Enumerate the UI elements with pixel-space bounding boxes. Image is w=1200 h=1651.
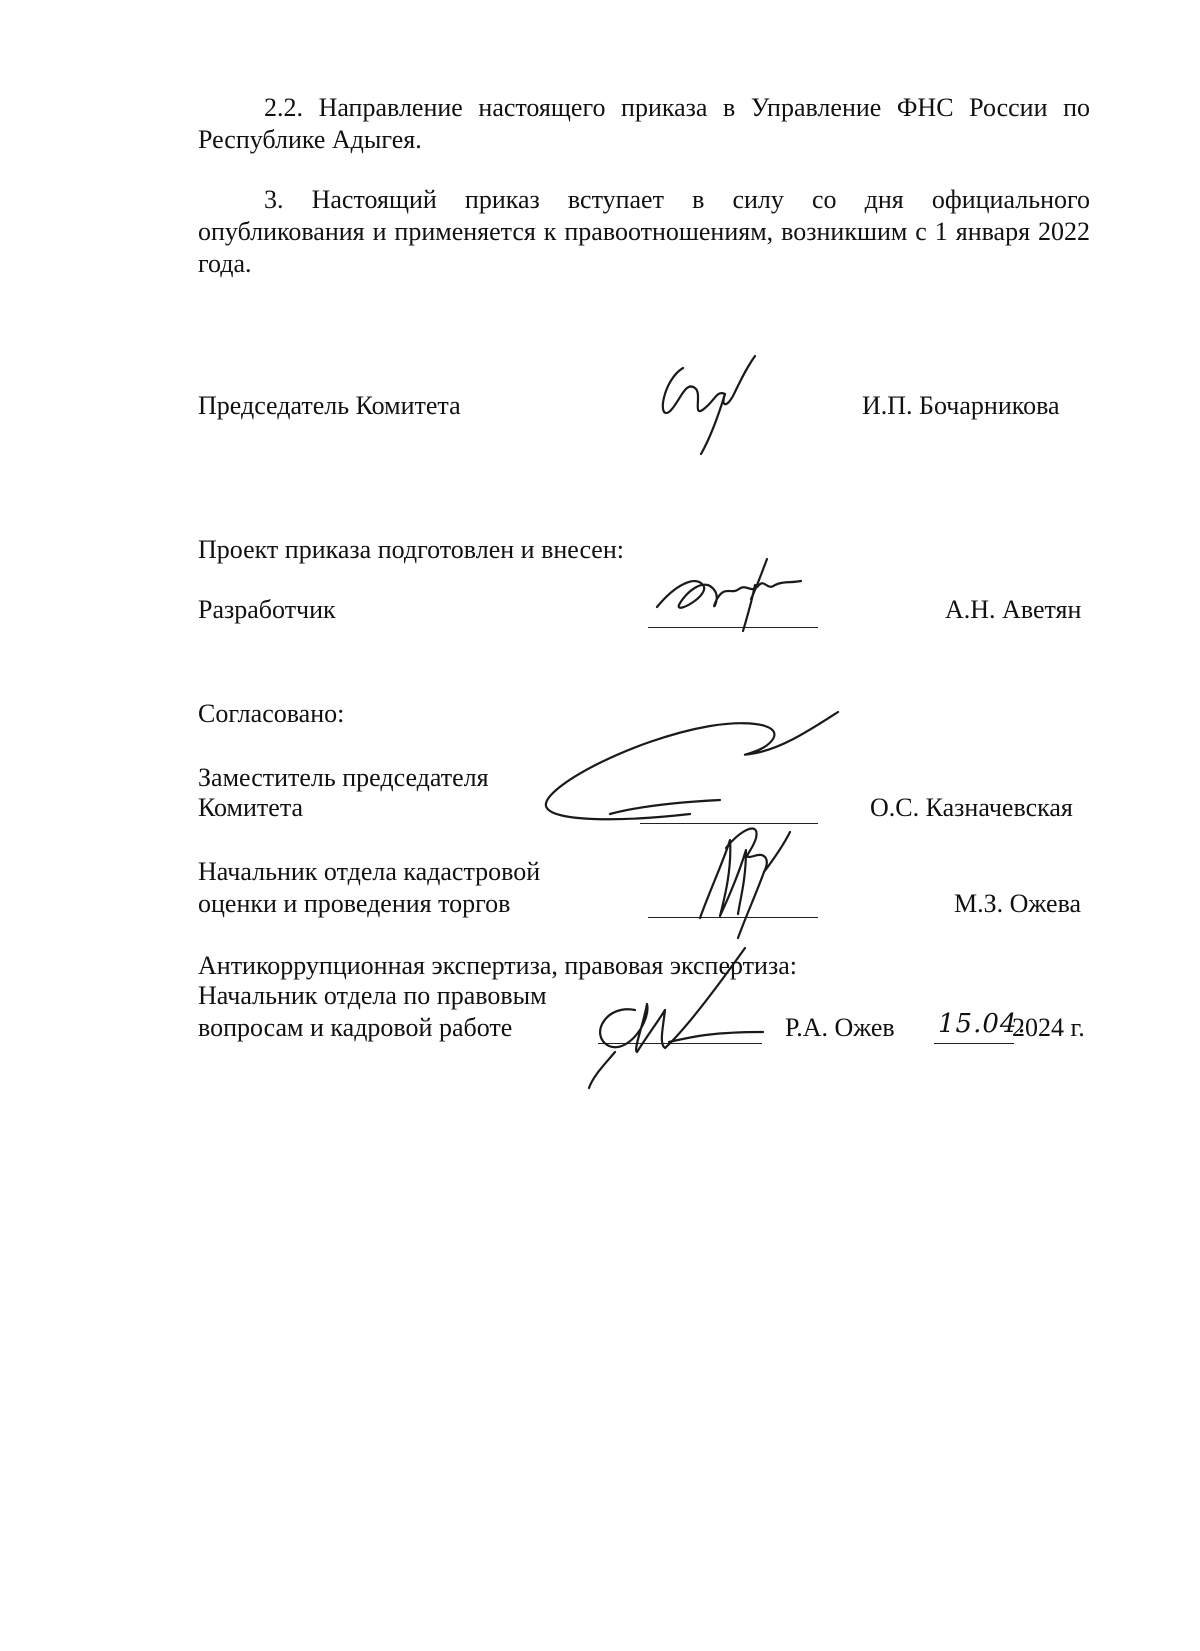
chairman-title: Председатель Комитета xyxy=(198,391,461,420)
cadastral-title-line2: оценки и проведения торгов xyxy=(198,889,511,918)
legal-title-line2: вопросам и кадровой работе xyxy=(198,1013,513,1042)
cadastral-title-line1: Начальник отдела кадастровой xyxy=(198,857,541,886)
developer-name: А.Н. Аветян xyxy=(945,595,1082,624)
developer-signature xyxy=(655,555,805,635)
cadastral-signature xyxy=(680,820,800,940)
date-handwritten: 15.04. xyxy=(938,1009,1027,1039)
deputy-title-line2: Комитета xyxy=(198,793,304,822)
legal-title-line1: Начальник отдела по правовым xyxy=(198,981,547,1010)
deputy-name: О.С. Казначевская xyxy=(870,793,1073,822)
date-line xyxy=(934,1043,1014,1044)
chairman-signature xyxy=(655,350,765,460)
agreed-heading: Согласовано: xyxy=(198,699,345,728)
cadastral-name: М.З. Ожева xyxy=(954,889,1082,918)
legal-name: Р.А. Ожев xyxy=(785,1013,895,1042)
date-year: 2024 г. xyxy=(1012,1013,1085,1042)
developer-role: Разработчик xyxy=(198,595,336,624)
deputy-title-line1: Заместитель председателя xyxy=(198,763,489,792)
chairman-name: И.П. Бочарникова xyxy=(862,391,1060,420)
paragraph-2-2: 2.2. Направление настоящего приказа в Управление ФНС России по Республике Адыгея. xyxy=(198,93,1090,154)
deputy-signature xyxy=(540,710,840,830)
legal-signature xyxy=(585,940,785,1090)
project-heading: Проект приказа подготовлен и внесен: xyxy=(198,535,624,564)
paragraph-3: 3. Настоящий приказ вступает в силу со дня официального опубликования и применяется к правоотношениям, возникшим с 1 января 2022 года. xyxy=(198,185,1090,278)
legal-heading: Антикоррупционная экспертиза, правовая экспертиза: xyxy=(198,951,797,980)
